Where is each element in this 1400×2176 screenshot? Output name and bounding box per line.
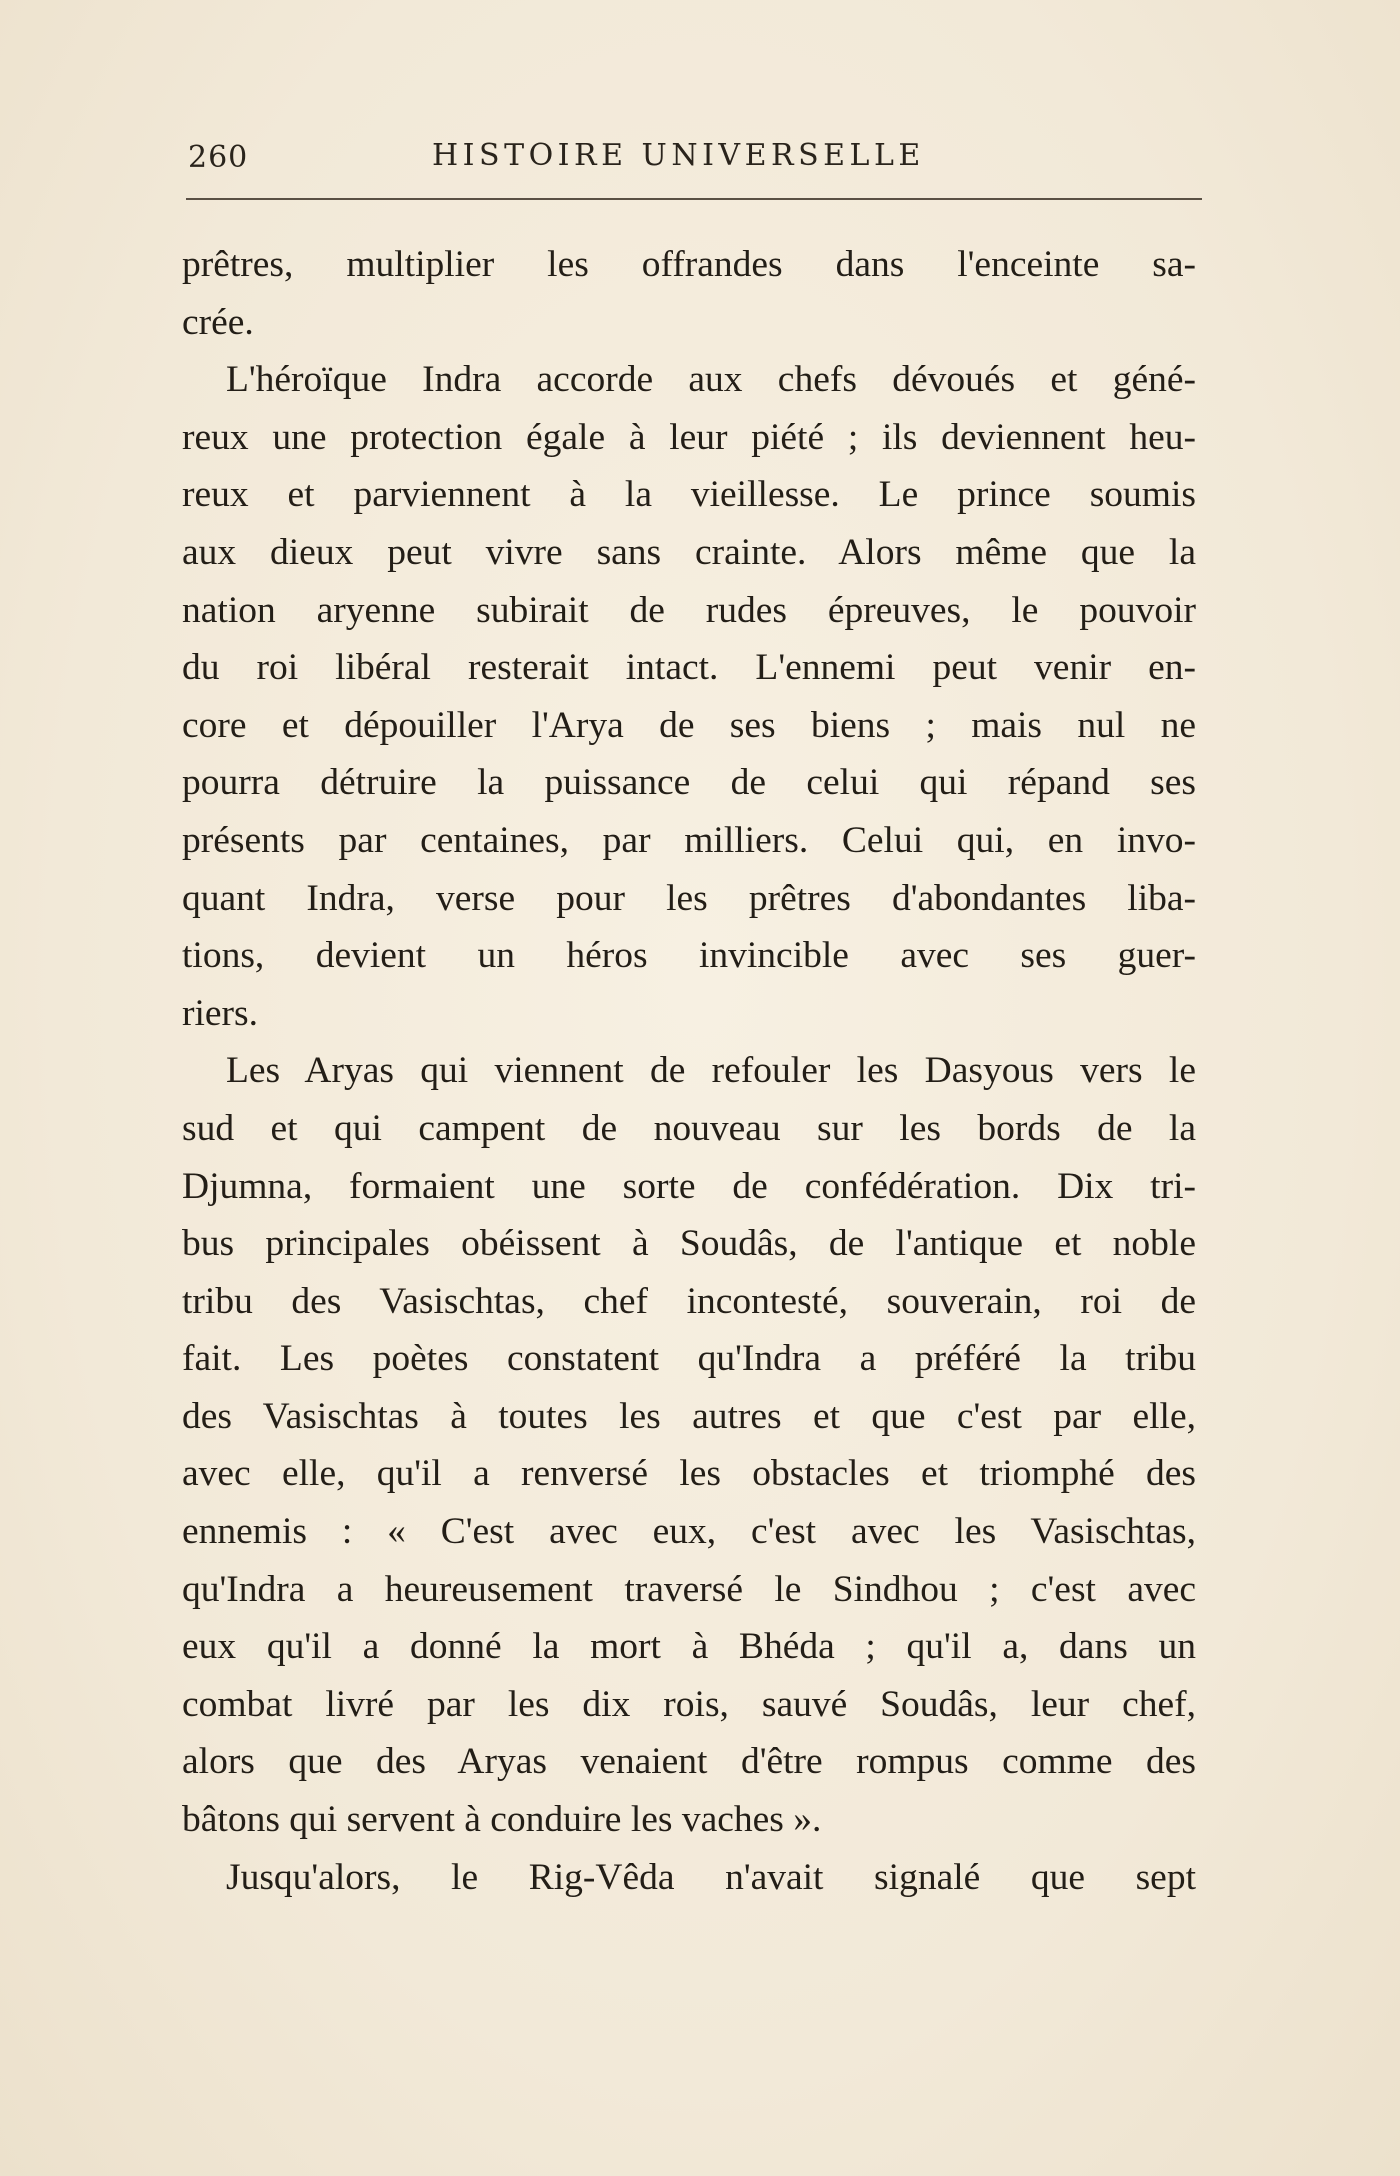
- text-line: core et dépouiller l'Arya de ses biens ; mais nul ne: [182, 704, 1196, 746]
- paragraph: [182, 236, 1196, 351]
- text-line: tribu des Vasischtas, chef incontesté, souverain, roi de: [182, 1280, 1196, 1322]
- text-line: sud et qui campent de nouveau sur les bords de la: [182, 1107, 1196, 1149]
- text-line: aux dieux peut vivre sans crainte. Alors même que la: [182, 531, 1196, 573]
- text-line: du roi libéral resterait intact. L'ennemi peut venir en-: [182, 647, 1196, 689]
- text-line: quant Indra, verse pour les prêtres d'abondantes liba-: [182, 877, 1196, 919]
- text-line: reux une protection égale à leur piété ; ils deviennent heu-: [182, 416, 1196, 458]
- page-header: [188, 130, 1188, 180]
- text-line: reux et parviennent à la vieillesse. Le prince soumis: [182, 474, 1196, 516]
- text-line: avec elle, qu'il a renversé les obstacles et triomphé des: [182, 1453, 1196, 1495]
- text-line: riers.: [182, 992, 259, 1034]
- text-line: Djumna, formaient une sorte de confédération. Dix tri-: [182, 1165, 1196, 1207]
- text-line: qu'Indra a heureusement traversé le Sindhou ; c'est avec: [182, 1568, 1196, 1610]
- text-line: nation aryenne subirait de rudes épreuves, le pouvoir: [182, 589, 1196, 631]
- header-rule: [186, 198, 1202, 200]
- text-line: tions, devient un héros invincible avec ses guer-: [182, 935, 1196, 977]
- text-line: Les Aryas qui viennent de refouler les Dasyous vers le: [226, 1050, 1196, 1092]
- paragraph: [182, 1849, 1196, 1907]
- text-line: eux qu'il a donné la mort à Bhéda ; qu'il a, dans un: [182, 1626, 1196, 1668]
- running-title: HISTOIRE UNIVERSELLE: [432, 138, 925, 173]
- body-text: [182, 236, 1196, 1906]
- text-line: pourra détruire la puissance de celui qui répand ses: [182, 762, 1196, 804]
- text-line: présents par centaines, par milliers. Celui qui, en invo-: [182, 819, 1196, 861]
- text-line: bus principales obéissent à Soudâs, de l'antique et noble: [182, 1223, 1196, 1265]
- paragraph: [182, 351, 1196, 1042]
- text-line: crée.: [182, 301, 254, 343]
- text-line: bâtons qui servent à conduire les vaches ».: [182, 1799, 822, 1841]
- page-number: 260: [188, 140, 249, 175]
- text-line: L'héroïque Indra accorde aux chefs dévoués et géné-: [226, 359, 1196, 401]
- text-line: ennemis : « C'est avec eux, c'est avec les Vasischtas,: [182, 1511, 1196, 1553]
- text-line: Jusqu'alors, le Rig-Vêda n'avait signalé que sept: [226, 1856, 1196, 1898]
- text-line: prêtres, multiplier les offrandes dans l'enceinte sa-: [182, 244, 1196, 285]
- text-line: combat livré par les dix rois, sauvé Soudâs, leur chef,: [182, 1683, 1196, 1725]
- text-line: des Vasischtas à toutes les autres et que c'est par elle,: [182, 1395, 1196, 1437]
- paragraph: [182, 1042, 1196, 1848]
- text-line: alors que des Aryas venaient d'être rompus comme des: [182, 1741, 1196, 1783]
- text-line: fait. Les poètes constatent qu'Indra a préféré la tribu: [182, 1338, 1196, 1380]
